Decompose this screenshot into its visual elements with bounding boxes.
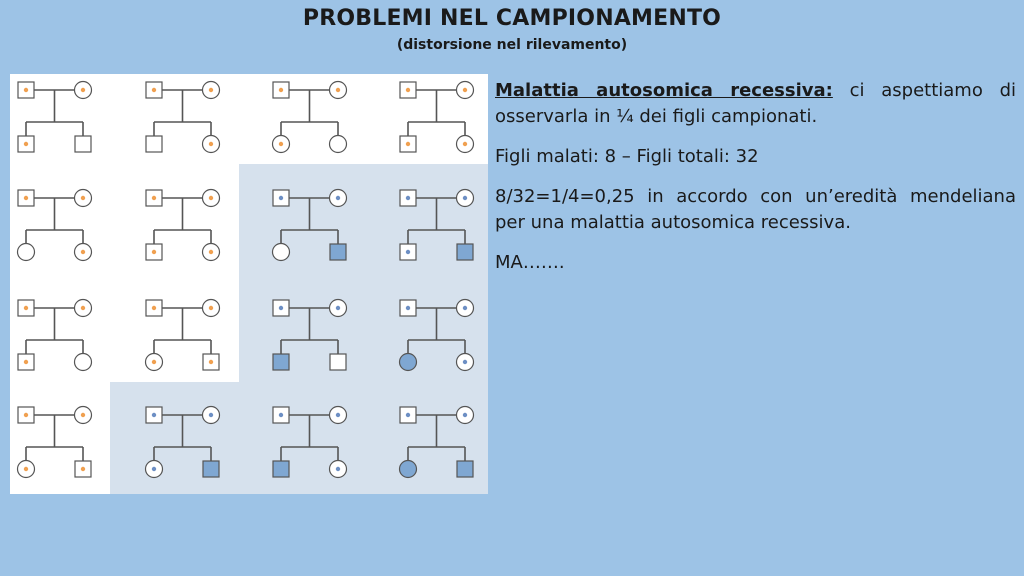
pedigree-13-child2-carrier-dot bbox=[81, 467, 85, 471]
pedigree-13-mother-carrier-dot bbox=[81, 413, 85, 417]
text-panel bbox=[495, 78, 1016, 290]
pedigree-7-child2-square bbox=[330, 244, 346, 260]
pedigree-2-father-carrier-dot bbox=[152, 88, 156, 92]
intro-paragraph bbox=[495, 78, 1016, 130]
pedigree-12-mother-carrier-dot bbox=[463, 306, 467, 310]
pedigree-6-child1-carrier-dot bbox=[152, 250, 156, 254]
pedigree-12-child2-carrier-dot bbox=[463, 360, 467, 364]
pedigree-16-mother-carrier-dot bbox=[463, 413, 467, 417]
pedigree-5-father-carrier-dot bbox=[24, 196, 28, 200]
pedigree-15-father-carrier-dot bbox=[279, 413, 283, 417]
pedigree-2-child1-square bbox=[146, 136, 162, 152]
pedigree-11-mother-carrier-dot bbox=[336, 306, 340, 310]
pedigree-2-mother-carrier-dot bbox=[209, 88, 213, 92]
pedigree-5-child1-circle bbox=[18, 244, 35, 261]
pedigree-12-father-carrier-dot bbox=[406, 306, 410, 310]
pedigree-8-child1-carrier-dot bbox=[406, 250, 410, 254]
pedigree-9-child1-carrier-dot bbox=[24, 360, 28, 364]
pedigree-11-father-carrier-dot bbox=[279, 306, 283, 310]
pedigree-7-mother-carrier-dot bbox=[336, 196, 340, 200]
pedigree-15-child1-square bbox=[273, 461, 289, 477]
intro-text: ci aspettiamo di osservarla in ¼ dei figli campionati. bbox=[495, 80, 1016, 127]
but-paragraph: MA……. bbox=[495, 252, 565, 273]
pedigree-1-child2-square bbox=[75, 136, 91, 152]
counts-paragraph: Figli malati: 8 – Figli totali: 32 bbox=[495, 146, 759, 167]
pedigree-8-father-carrier-dot bbox=[406, 196, 410, 200]
pedigree-5-mother-carrier-dot bbox=[81, 196, 85, 200]
pedigree-8-child2-square bbox=[457, 244, 473, 260]
pedigree-5-child2-carrier-dot bbox=[81, 250, 85, 254]
pedigree-14-child2-square bbox=[203, 461, 219, 477]
pedigree-10-mother-carrier-dot bbox=[209, 306, 213, 310]
pedigree-3-mother-carrier-dot bbox=[336, 88, 340, 92]
pedigree-1-child1-carrier-dot bbox=[24, 142, 28, 146]
pedigree-16-child1-circle bbox=[400, 461, 417, 478]
pedigree-10-child2-carrier-dot bbox=[209, 360, 213, 364]
pedigree-figure bbox=[10, 74, 488, 494]
pedigree-3-child1-carrier-dot bbox=[279, 142, 283, 146]
pedigree-14-child1-carrier-dot bbox=[152, 467, 156, 471]
pedigree-1-mother-carrier-dot bbox=[81, 88, 85, 92]
pedigree-4-child2-carrier-dot bbox=[463, 142, 467, 146]
pedigree-12-child1-circle bbox=[400, 354, 417, 371]
conclusion-paragraph: 8/32=1/4=0,25 in accordo con un’eredità mendeliana per una malattia autosomica recessiva. bbox=[495, 186, 1016, 233]
pedigree-9-father-carrier-dot bbox=[24, 306, 28, 310]
pedigree-10-father-carrier-dot bbox=[152, 306, 156, 310]
slide-title: PROBLEMI NEL CAMPIONAMENTO bbox=[302, 6, 722, 31]
pedigree-4-mother-carrier-dot bbox=[463, 88, 467, 92]
pedigree-1-father-carrier-dot bbox=[24, 88, 28, 92]
pedigree-4-father-carrier-dot bbox=[406, 88, 410, 92]
pedigree-15-child2-carrier-dot bbox=[336, 467, 340, 471]
pedigree-8-mother-carrier-dot bbox=[463, 196, 467, 200]
pedigree-11-child1-square bbox=[273, 354, 289, 370]
pedigree-3-father-carrier-dot bbox=[279, 88, 283, 92]
pedigree-16-child2-square bbox=[457, 461, 473, 477]
pedigree-7-child1-circle bbox=[273, 244, 290, 261]
pedigree-13-child1-carrier-dot bbox=[24, 467, 28, 471]
pedigree-7-father-carrier-dot bbox=[279, 196, 283, 200]
pedigree-15-mother-carrier-dot bbox=[336, 413, 340, 417]
pedigree-9-mother-carrier-dot bbox=[81, 306, 85, 310]
pedigree-14-mother-carrier-dot bbox=[209, 413, 213, 417]
pedigree-14-father-carrier-dot bbox=[152, 413, 156, 417]
pedigree-9-child2-circle bbox=[75, 354, 92, 371]
pedigree-grid bbox=[10, 74, 488, 494]
pedigree-3-child2-circle bbox=[330, 136, 347, 153]
slide-subtitle: (distorsione nel rilevamento) bbox=[396, 37, 628, 53]
pedigree-6-child2-carrier-dot bbox=[209, 250, 213, 254]
pedigree-2-child2-carrier-dot bbox=[209, 142, 213, 146]
heading-recessive: Malattia autosomica recessiva: bbox=[495, 80, 833, 101]
pedigree-6-father-carrier-dot bbox=[152, 196, 156, 200]
pedigree-6-mother-carrier-dot bbox=[209, 196, 213, 200]
pedigree-16-father-carrier-dot bbox=[406, 413, 410, 417]
pedigree-4-child1-carrier-dot bbox=[406, 142, 410, 146]
pedigree-10-child1-carrier-dot bbox=[152, 360, 156, 364]
pedigree-11-child2-square bbox=[330, 354, 346, 370]
pedigree-13-father-carrier-dot bbox=[24, 413, 28, 417]
